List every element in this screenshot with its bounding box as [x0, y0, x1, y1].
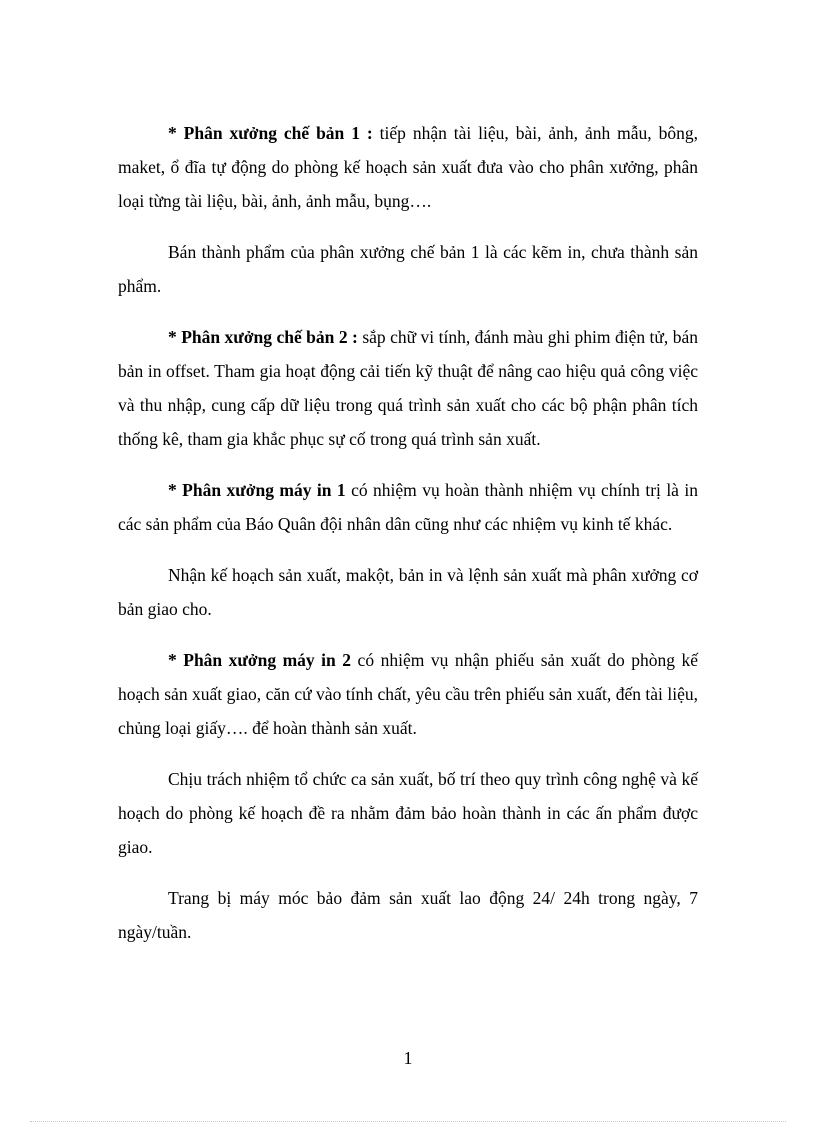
paragraph-text: có nhiệm vụ hoàn thành nhiệm vụ chính trị là in các sản phẩm của Báo Quân đội nhân dân cũng như các nhiệm vụ kinh tế khác. — [118, 480, 698, 534]
paragraph-heading: * Phân xưởng máy in 2 — [168, 650, 352, 670]
paragraph-heading: * Phân xưởng máy in 1 — [168, 480, 346, 500]
paragraph-chiu-trach-nhiem — [118, 762, 698, 864]
paragraph-heading: * Phân xưởng chế bản 1 : — [168, 123, 373, 143]
paragraph-heading: * Phân xưởng chế bản 2 : — [168, 327, 358, 347]
paragraph-nhan-ke-hoach — [118, 558, 698, 626]
paragraph-trang-bi — [118, 881, 698, 949]
paragraph-may-in-2 — [118, 643, 698, 745]
paragraph-text: Chịu trách nhiệm tổ chức ca sản xuất, bố trí theo quy trình công nghệ và kế hoạch do phòng kế hoạch đề ra nhằm đảm bảo hoàn thành in các ấn phẩm được giao. — [118, 769, 698, 857]
paragraph-che-ban-2 — [118, 320, 698, 456]
paragraph-text: Trang bị máy móc bảo đảm sản xuất lao động 24/ 24h trong ngày, 7 ngày/tuần. — [118, 888, 698, 942]
paragraph-text: có nhiệm vụ nhận phiếu sản xuất do phòng kế hoạch sản xuất giao, căn cứ vào tính chất, yêu cầu trên phiếu sản xuất, đến tài liệu, chủng loại giấy…. để hoàn thành sản xuất. — [118, 650, 698, 738]
paragraph-che-ban-1 — [118, 116, 698, 218]
page-bottom-divider — [30, 1121, 786, 1122]
paragraph-text: Nhận kế hoạch sản xuất, makột, bản in và lệnh sản xuất mà phân xưởng cơ bản giao cho. — [118, 565, 698, 619]
paragraph-text: sắp chữ vi tính, đánh màu ghi phim điện tử, bán bản in offset. Tham gia hoạt động cải tiến kỹ thuật để nâng cao hiệu quả công việc và thu nhập, cung cấp dữ liệu trong quá trình sản xuất cho các bộ phận phân tích thống kê, tham gia khắc phục sự cố trong quá trình sản xuất. — [118, 327, 698, 449]
body-text — [118, 116, 698, 966]
paragraph-text: tiếp nhận tài liệu, bài, ảnh, ảnh mẫu, bông, maket, ổ đĩa tự động do phòng kế hoạch sản xuất đưa vào cho phân xưởng, phân loại từng tài liệu, bài, ảnh, ảnh mẫu, bụng…. — [118, 123, 698, 211]
paragraph-text: Bán thành phẩm của phân xưởng chế bản 1 là các kẽm in, chưa thành sản phẩm. — [118, 242, 698, 296]
page-number: 1 — [403, 1048, 413, 1068]
paragraph-may-in-1 — [118, 473, 698, 541]
paragraph-ban-thanh-pham — [118, 235, 698, 303]
